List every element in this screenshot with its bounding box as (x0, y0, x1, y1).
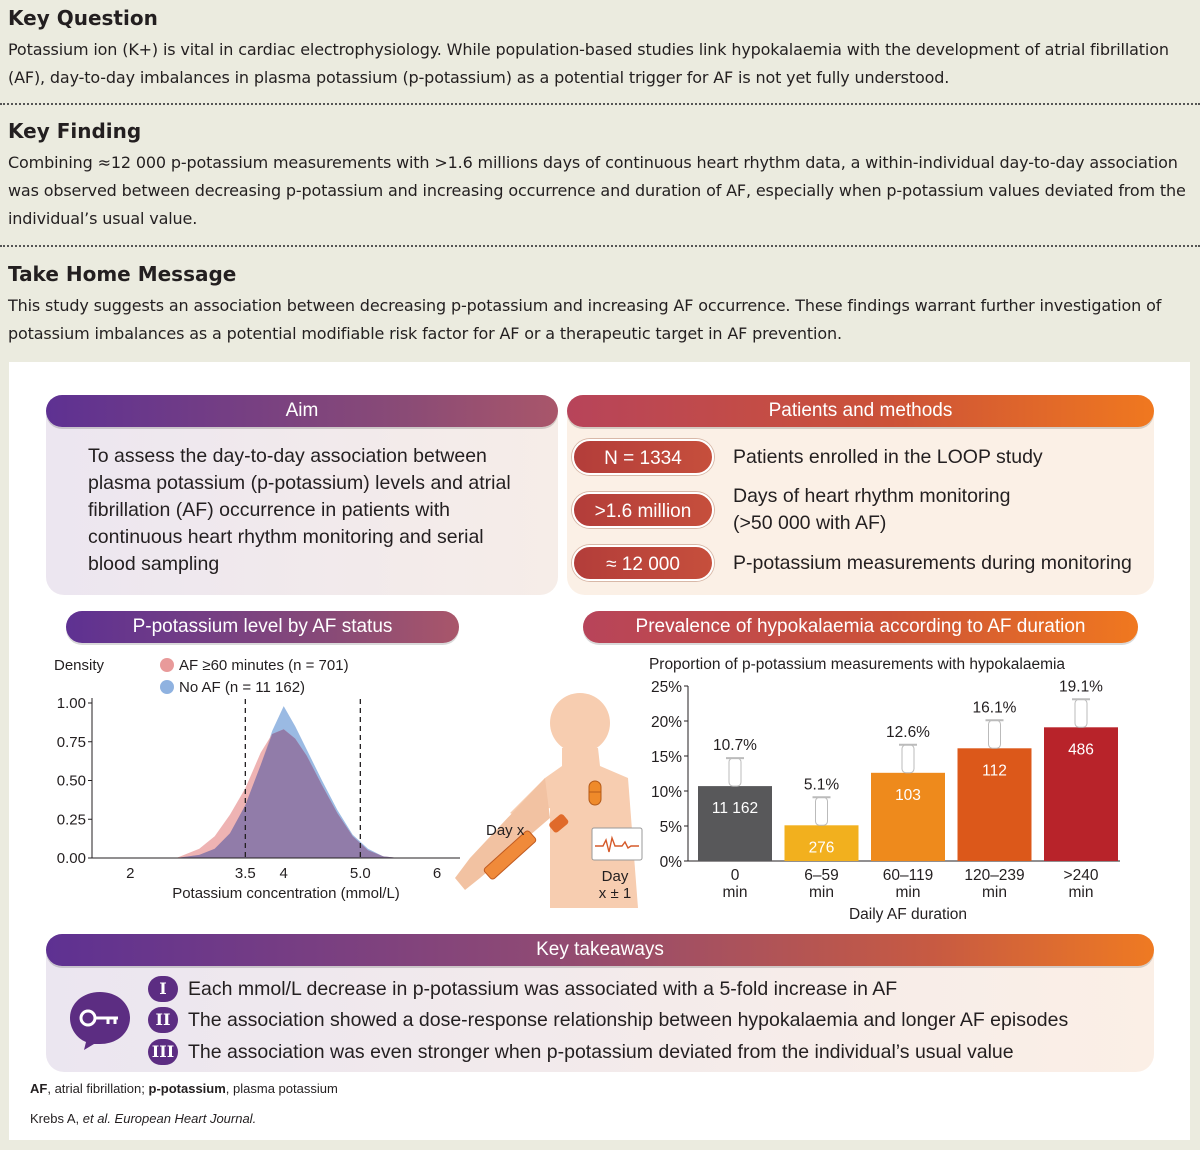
x-tick-label: min (809, 884, 834, 901)
density-chart (40, 648, 480, 908)
y-tick-label: 5% (659, 819, 682, 836)
x-tick-label: 120–239 (964, 867, 1025, 884)
value-label: 16.1% (972, 699, 1017, 717)
divider (0, 245, 1200, 247)
y-tick-label: 0.50 (56, 772, 86, 790)
value-label: 5.1% (803, 776, 840, 794)
value-label: 10.7% (713, 737, 757, 755)
citation-author: Krebs A, (30, 1111, 83, 1126)
x-tick-label: min (895, 884, 921, 901)
hypokalaemia-bar-chart (615, 650, 1135, 925)
count-label: 276 (808, 839, 835, 857)
test-tube-icon (729, 758, 741, 786)
key-finding-title: Key Finding (8, 119, 142, 143)
x-tick-label: 4 (279, 865, 288, 882)
x-tick-label: 6–59 (804, 867, 839, 884)
legend-swatch (160, 680, 174, 694)
abbrev-term: AF (30, 1081, 48, 1096)
key-icon (66, 990, 136, 1050)
test-tube-icon (989, 720, 1001, 748)
count-label: 112 (982, 762, 1007, 780)
chart-title: Proportion of p-potassium measurements with hypokalaemia (648, 656, 1066, 673)
y-axis-label: Density (54, 657, 105, 674)
value-label: 12.6% (886, 723, 930, 741)
count-label: 103 (895, 786, 921, 804)
y-tick-label: 15% (650, 749, 682, 766)
key-question-text: Potassium ion (K+) is vital in cardiac electrophysiology. While population-based studies link hypokalaemia with the development of atrial fibrillation (AF), day-to-day imbalances in plasma potassium (p-potassium) as a potential trigger for AF is not yet fully understood. (8, 40, 1169, 87)
y-tick-label: 20% (650, 714, 682, 731)
x-tick-label: 5.0 (349, 865, 371, 882)
methods-desc: Patients enrolled in the LOOP study (733, 446, 1043, 468)
key-question-section (8, 6, 1193, 92)
density-overlap (176, 729, 398, 858)
methods-desc: P-potassium measurements during monitoring (733, 552, 1132, 574)
key-question-title: Key Question (8, 6, 158, 30)
take-home-section (8, 262, 1193, 348)
x-tick-label: min (722, 884, 748, 901)
abbrev-term: p-potassium (148, 1081, 226, 1096)
y-tick-label: 25% (650, 679, 682, 696)
take-home-text: This study suggests an association between decreasing p-potassium and increasing AF occurrence. These findings warrant further investigation of potassium imbalances as a potential modifiable risk factor for AF or a therapeutic target in AF prevention. (8, 296, 1162, 343)
methods-desc-sub: (>50 000 with AF) (733, 512, 887, 534)
day-x-pm-label: x ± 1 (598, 885, 632, 902)
abbreviations (30, 1081, 338, 1096)
takeaways-header: Key takeaways (46, 934, 1154, 966)
divider (0, 103, 1200, 105)
y-tick-label: 0.00 (56, 850, 86, 867)
count-label: 486 (1068, 741, 1094, 759)
x-tick-label: 2 (126, 865, 135, 882)
x-tick-label: 3.5 (234, 865, 256, 882)
x-tick-label: 6 (432, 865, 442, 882)
y-tick-label: 0.75 (56, 733, 86, 751)
roman-numeral: I (148, 976, 178, 1002)
roman-numeral: II (148, 1007, 178, 1033)
legend-entry: No AF (n = 11 162) (179, 679, 306, 696)
take-home-title: Take Home Message (8, 262, 237, 286)
x-tick-label: min (1068, 884, 1094, 901)
y-tick-label: 0.25 (56, 811, 86, 829)
x-tick-label: min (982, 884, 1007, 901)
takeaway-text: The association was even stronger when p-potassium deviated from the individual’s usual value (188, 1041, 1014, 1063)
methods-header: Patients and methods (567, 395, 1154, 427)
methods-desc: Days of heart rhythm monitoring (733, 485, 1011, 507)
day-x-label: Day x (486, 822, 525, 839)
citation (30, 1111, 256, 1126)
x-tick-label: 0 (730, 867, 740, 884)
aim-header: Aim (46, 395, 558, 427)
y-tick-label: 1.00 (56, 695, 86, 712)
x-axis-label: Potassium concentration (mmol/L) (172, 885, 400, 902)
count-label: 11 162 (711, 800, 759, 818)
bar (698, 786, 772, 861)
takeaway-text: The association showed a dose-response relationship between hypokalaemia and longer AF episodes (188, 1009, 1069, 1031)
day-x-pm-label: Day (601, 868, 629, 885)
density-header: P-potassium level by AF status (66, 611, 459, 643)
citation-journal: et al. European Heart Journal. (82, 1111, 257, 1126)
x-tick-label: 60–119 (882, 867, 934, 884)
methods-value-pill: N = 1334 (572, 439, 714, 475)
methods-value-pill: ≈ 12 000 (572, 545, 714, 581)
hypo-header: Prevalence of hypokalaemia according to AF duration (583, 611, 1138, 643)
y-tick-label: 10% (650, 784, 682, 801)
key-finding-text: Combining ≈12 000 p-potassium measurements with >1.6 millions days of continuous heart rhythm data, a within-individual day-to-day association was observed between decreasing p-potassium and increasing occurrence and duration of AF, especially when p-potassium values deviated from the individual’s usual value. (8, 153, 1186, 228)
legend-entry: AF ≥60 minutes (n = 701) (179, 657, 349, 674)
abbrev-def: , plasma potassium (225, 1081, 338, 1096)
value-label: 19.1% (1059, 678, 1103, 696)
takeaway-text: Each mmol/L decrease in p-potassium was associated with a 5-fold increase in AF (188, 978, 898, 1000)
implantable-monitor-icon (589, 781, 601, 805)
legend-swatch (160, 658, 174, 672)
roman-numeral: III (148, 1039, 178, 1065)
methods-value-pill: >1.6 million (572, 492, 714, 528)
test-tube-icon (902, 745, 914, 773)
test-tube-icon (1075, 699, 1087, 727)
abbrev-def: , atrial fibrillation; (47, 1081, 149, 1096)
key-finding-section (8, 119, 1193, 233)
test-tube-icon (816, 797, 828, 825)
x-tick-label: >240 (1063, 867, 1099, 884)
y-tick-label: 0% (659, 854, 682, 871)
aim-text: To assess the day-to-day association between plasma potassium (p-potassium) levels and atrial fibrillation (AF) occurrence in patients with continuous heart rhythm monitoring and serial blood sampling (88, 445, 511, 575)
x-axis-label: Daily AF duration (848, 906, 968, 923)
